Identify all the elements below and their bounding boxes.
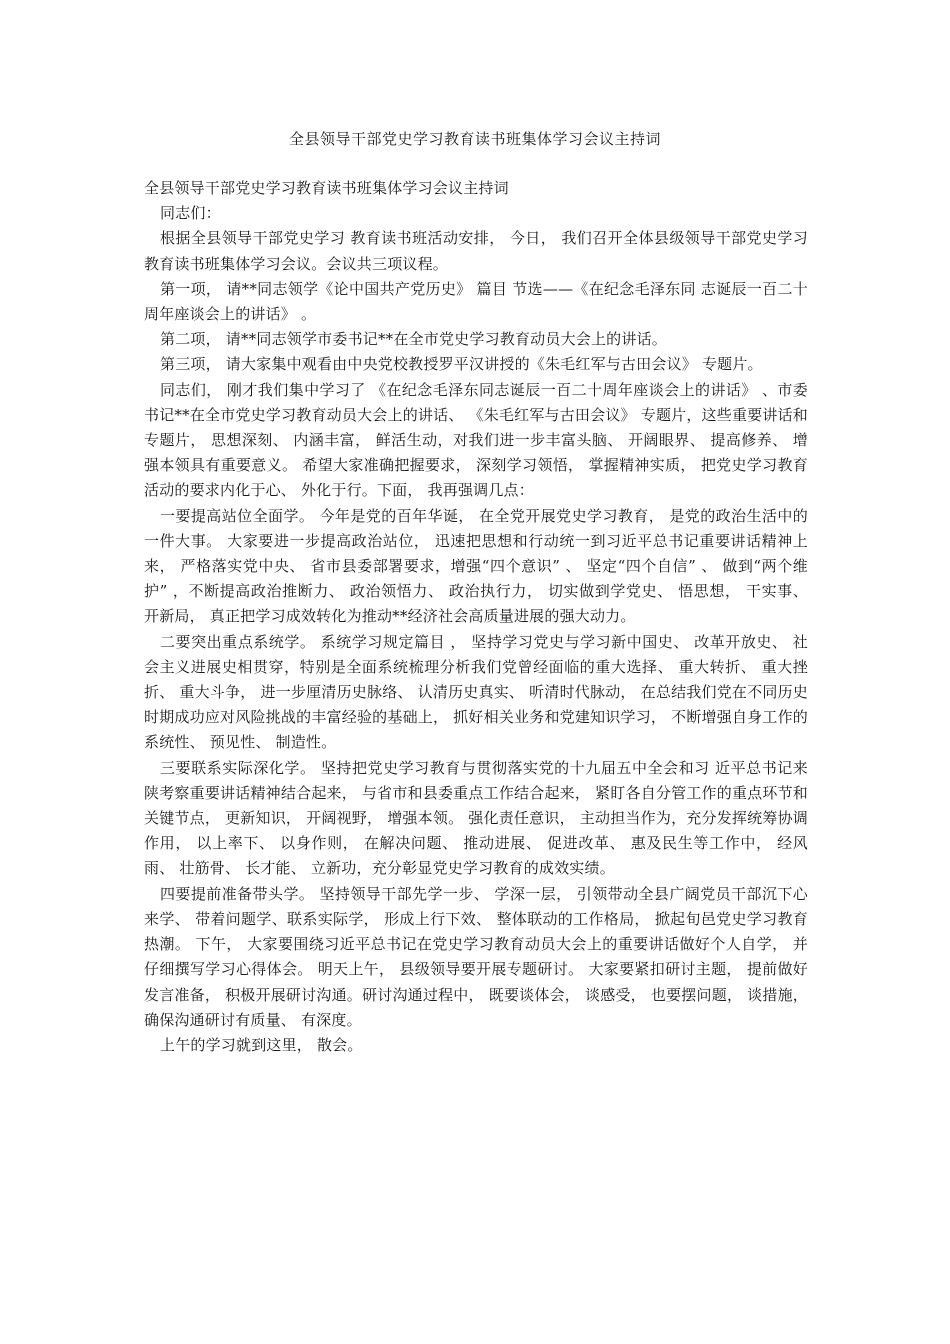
paragraph-greeting: 同志们： (160, 204, 221, 223)
paragraph-agenda-2: 第二项， 请**同志领学市委书记**在全市党史学习教育动员大会上的讲话。 (160, 330, 667, 349)
paragraph-point-4: 四要提前准备带头学。 坚持领导干部先学一步、 学深一层， 引领带动全县广阔党员干部沉下心来学、 带着问题学、联系实际学， 形成上行下效、 整体联动的工作格局， 掀起旬邑党史学习教育热潮。 下午， 大家要围绕习近平总书记在党史学习教育动员大会上的重要讲话做好个人自学， 并仔细撰写学习心得体会。 明天上午， 县级领导要开展专题研讨。 大家要紧扣研讨主题， 提前做好发言准备， 积极开展研讨沟通。研讨沟通过程中， 既要谈体会， 谈感受， 也要摆问题， 谈措施， 确保沟通研讨有质量、 有深度。 (144, 884, 808, 1029)
paragraph-point-1: 一要提高站位全面学。 今年是党的百年华诞， 在全党开展党史学习教育， 是党的政治生活中的一件大事。 大家要进一步提高政治站位， 迅速把思想和行动统一到习近平总书记重要讲话精神上来， 严格落实党中央、 省市县委部署要求，增强“四个意识” 、 坚定“四个自信” 、 做到“两个维护” ，不断提高政治推断力、 政治领悟力、 政治执行力， 切实做到学党史、 悟思想， 干实事、 开新局， 真正把学习成效转化为推动**经济社会高质量进展的强大动力。 (144, 506, 808, 626)
paragraph-intro: 根据全县领导干部党史学习 教育读书班活动安排， 今日， 我们召开全体县级领导干部党史学习教育读书班集体学习会议。会议共三项议程。 (144, 229, 808, 273)
paragraph-point-3: 三要联系实际深化学。 坚持把党史学习教育与贯彻落实党的十九届五中全会和习 近平总书记来陕考察重要讲话精神结合起来， 与省市和县委重点工作结合起来， 紧盯各自分管工作的重点环节和关键节点， 更新知识， 开阔视野， 增强本领。 强化责任意识， 主动担当作为，充分发挥统筹协调作用， 以上率下、 以身作则， 在解决问题、 推动进展、 促进改革、 惠及民生等工作中， 经风雨、 壮筋骨、 长才能、 立新功，充分彰显党史学习教育的成效实绩。 (144, 758, 808, 878)
document-title: 全县领导干部党史学习教育读书班集体学习会议主持词 (288, 130, 661, 148)
document-subtitle: 全县领导干部党史学习教育读书班集体学习会议主持词 (144, 179, 509, 197)
paragraph-closing: 上午的学习就到这里， 散会。 (160, 1035, 363, 1054)
paragraph-summary: 同志们， 刚才我们集中学习了 《在纪念毛泽东同志诞辰一百二十周年座谈会上的讲话》 、市委书记**在全市党史学习教育动员大会上的讲话、 《朱毛红军与古田会议》 专题片，这些重要讲话和专题片， 思想深刻、 内涵丰富， 鲜活生动，对我们进一步丰富头脑、 开阔眼界、 提高修养、 增强本领具有重要意义。 希望大家准确把握要求， 深刻学习领悟， 掌握精神实质， 把党史学习教育活动的要求内化于心、 外化于行。下面， 我再强调几点： (144, 380, 808, 500)
paragraph-agenda-1: 第一项， 请**同志领学《论中国共产党历史》 篇目 节选——《在纪念毛泽东同 志诞辰一百二十周年座谈会上的讲话》 。 (144, 279, 808, 324)
paragraph-agenda-3: 第三项， 请大家集中观看由中央党校教授罗平汉讲授的《朱毛红军与古田会议》 专题片。 (160, 355, 763, 374)
document-body (144, 176, 808, 1058)
paragraph-point-2: 二要突出重点系统学。 系统学习规定篇目 ， 坚持学习党史与学习新中国史、 改革开放史、 社会主义进展史相贯穿，特别是全面系统梳理分析我们党曾经面临的重大选择、 重大转折、 重大挫折、 重大斗争， 进一步厘清历史脉络、 认清历史真实、 听清时代脉动， 在总结我们党在不同历史时期成功应对风险挑战的丰富经验的基础上， 抓好相关业务和党建知识学习， 不断增强自身工作的系统性、 预见性、 制造性。 (144, 632, 808, 752)
